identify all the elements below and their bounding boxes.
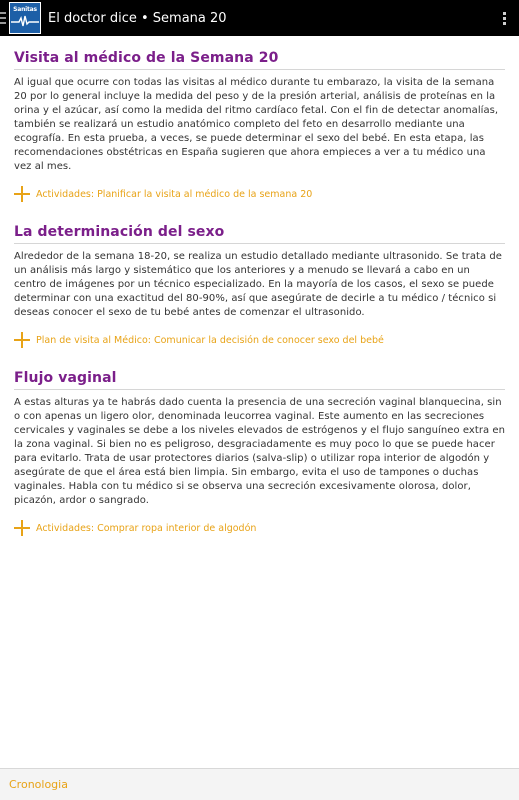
overflow-menu-icon[interactable] [489, 0, 519, 36]
main-content [0, 36, 519, 768]
section-title: La determinación del sexo [14, 224, 505, 244]
section-sexo [14, 224, 505, 348]
action-link[interactable] [14, 186, 505, 202]
action-link[interactable] [14, 520, 505, 536]
action-link[interactable] [14, 332, 505, 348]
action-label: Actividades: Comprar ropa interior de algodón [36, 522, 257, 534]
section-visita [14, 50, 505, 202]
app-logo[interactable] [9, 2, 41, 34]
plus-icon [14, 186, 30, 202]
app-bar [0, 0, 519, 36]
bottom-bar [0, 768, 519, 800]
page-title: El doctor dice • Semana 20 [48, 10, 227, 26]
cronologia-link[interactable]: Cronologia [9, 778, 68, 791]
section-title: Flujo vaginal [14, 370, 505, 390]
action-label: Actividades: Planificar la visita al médico de la semana 20 [36, 188, 313, 200]
plus-icon [14, 520, 30, 536]
action-label: Plan de visita al Médico: Comunicar la decisión de conocer sexo del bebé [36, 334, 384, 346]
section-body: A estas alturas ya te habrás dado cuenta la presencia de una secreción vaginal blanquecina, sin o con apenas un ligero olor, denominada leucorrea vaginal. Este aumento en las secreciones cervicales y vaginales se debe a los niveles elevados de estrógenos y el flujo sanguíneo extra en la zona vaginal. Si bien no es peligroso, desgraciadamente es muy poco lo que se puede hacer para evitarlo. Trata de usar protectores diarios (salva-slip) o utilizar ropa interior de algodón y asegúrate de que el área está bien limpia. Sin embargo, evita el uso de tampones o duchas vaginales. Habla con tu médico si se observa una secreción excesivamente olorosa, dolor, picazón, ardor o sangrado. [14, 397, 505, 506]
section-body: Alrededor de la semana 18-20, se realiza un estudio detallado mediante ultrasonido. Se trata de un análisis más largo y sistemático que los anteriores y a menudo se llevará a cabo en un centro de imágenes por un técnico especializado. En la mayoría de los casos, el sexo se puede determinar con una exactitud del 80-90%, así que asegúrate de decirle a tu médico / técnico si deseas conocer el sexo de tu bebé antes de comenzar el ultrasonido. [14, 251, 502, 318]
section-body: Al igual que ocurre con todas las visitas al médico durante tu embarazo, la visita de la semana 20 por lo general incluye la medida del peso y de la presión arterial, análisis de proteínas en la orina y el azúcar, así como la medida del ritmo cardíaco fetal. Con el fin de detectar anomalías, también se realizará un estudio anatómico completo del feto en desarrollo mediante una ecografía. En esta prueba, a veces, se puede determinar el sexo del bebé. En esta etapa, las recomendaciones obstétricas en España sugieren que ahora empieces a ver a tu médico una vez al mes. [14, 77, 499, 172]
section-flujo [14, 370, 505, 536]
nav-drawer-icon[interactable] [0, 0, 8, 36]
heartbeat-icon [11, 14, 39, 28]
section-title: Visita al médico de la Semana 20 [14, 50, 505, 70]
logo-text: Sanitas [13, 6, 37, 13]
plus-icon [14, 332, 30, 348]
